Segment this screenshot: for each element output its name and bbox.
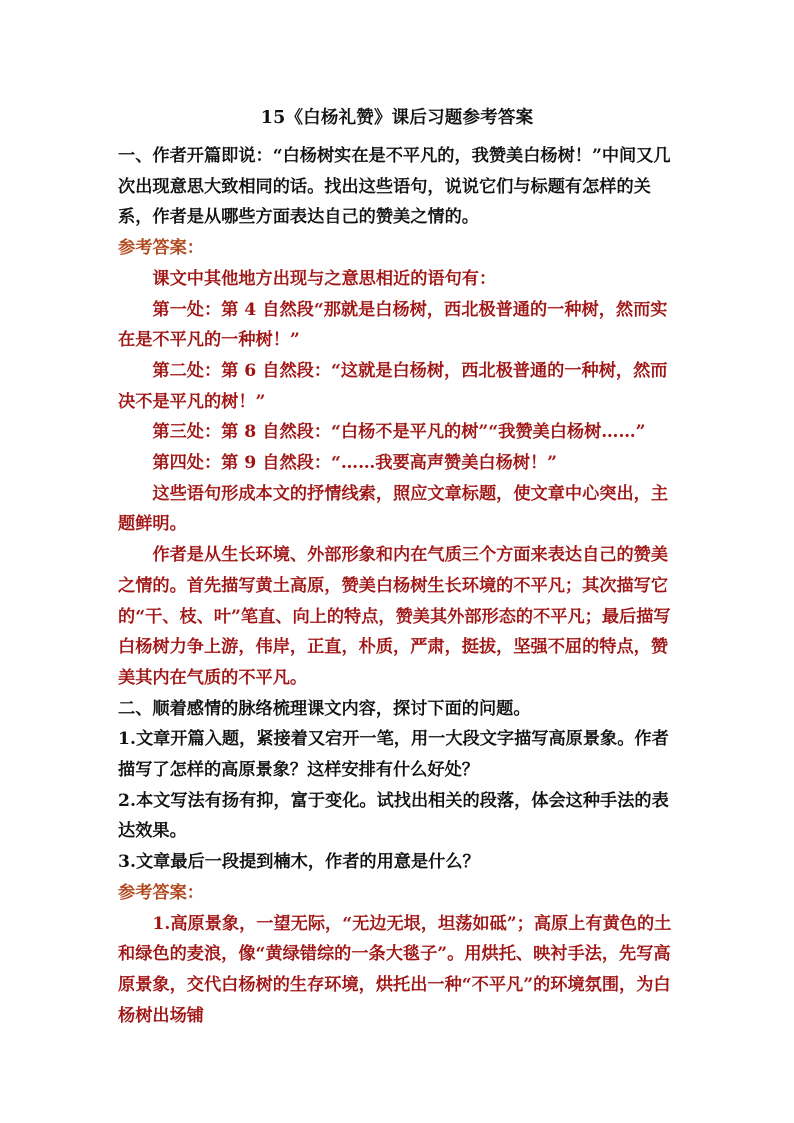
- answer-paragraph: 1.高原景象，一望无际，“无边无垠，坦荡如砥”；高原上有黄色的土和绿色的麦浪，像“黄绿错综的一条大毯子”。用烘托、映衬手法，先写高原景象，交代白杨树的生存环境，烘托出一种“不平凡”的环境氛围，为白杨树出场铺: [118, 913, 672, 1026]
- question-1: 一、作者开篇即说：“白杨树实在是不平凡的，我赞美白杨树！”中间又几次出现意思大致相同的话。找出这些语句，说说它们与标题有怎样的关系，作者是从哪些方面表达自己的赞美之情的。: [118, 146, 671, 228]
- answer-paragraph: 这些语句形成本文的抒情线索，照应文章标题，使文章中心突出，主题鲜明。: [118, 483, 669, 535]
- answer-paragraph: 第一处：第 4 自然段“那就是白杨树，西北极普通的一种树，然而实在是不平凡的一种树！”: [118, 299, 668, 351]
- answer-paragraph: 第四处：第 9 自然段：“……我要高声赞美白杨树！”: [152, 453, 558, 474]
- sub-question: 3.文章最后一段提到楠木，作者的用意是什么？: [118, 852, 480, 873]
- answer-paragraph: 第二处：第 6 自然段：“这就是白杨树，西北极普通的一种树，然而决不是平凡的树！”: [118, 360, 668, 412]
- question-2: 二、顺着感情的脉络梳理课文内容，探讨下面的问题。: [118, 698, 531, 719]
- answer-paragraph: 第三处：第 8 自然段：“白杨不是平凡的树”“我赞美白杨树……”: [152, 422, 646, 443]
- sub-question: 2.本文写法有扬有抑，富于变化。试找出相关的段落，体会这种手法的表达效果。: [118, 790, 669, 842]
- document-body: [118, 141, 678, 1031]
- sub-question: 1.文章开篇入题，紧接着又宕开一笔，用一大段文字描写高原景象。作者描写了怎样的高原景象？这样安排有什么好处？: [118, 729, 669, 781]
- answer-label: 参考答案：: [118, 238, 204, 259]
- answer-paragraph: 作者是从生长环境、外部形象和内在气质三个方面来表达自己的赞美之情的。首先描写黄土高原，赞美白杨树生长环境的不平凡；其次描写它的“干、枝、叶”笔直、向上的特点，赞美其外部形态的不平凡；最后描写白杨树力争上游，伟岸，正直，朴质，严肃，挺拔，坚强不屈的特点，赞美其内在气质的不平凡。: [118, 545, 671, 688]
- answer-paragraph: 课文中其他地方出现与之意思相近的语句有：: [152, 268, 497, 289]
- answer-label: 参考答案：: [118, 882, 204, 903]
- page-title: 15《白杨礼赞》课后习题参考答案: [260, 108, 534, 128]
